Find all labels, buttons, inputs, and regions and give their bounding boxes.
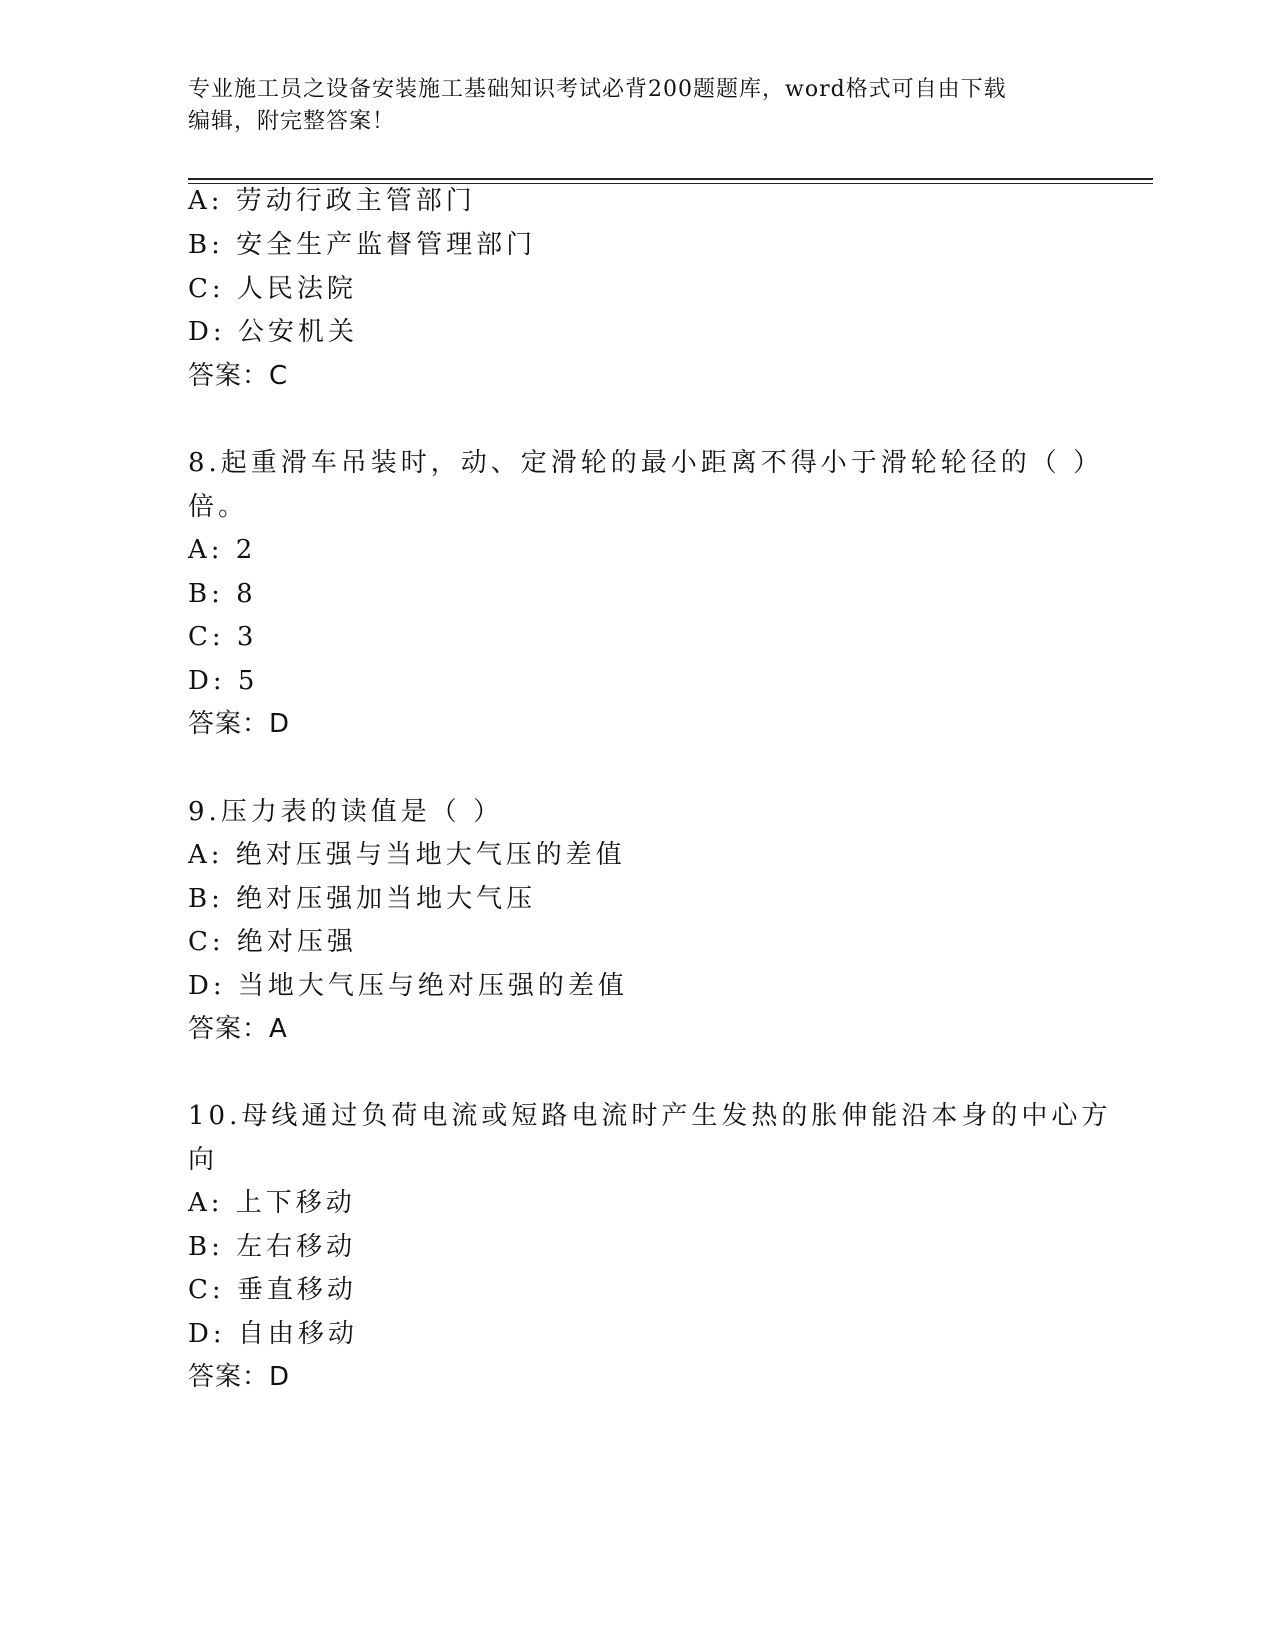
q10-stem-line-2: 向: [188, 1145, 219, 1175]
q10-option-d: D: 自由移动: [188, 1319, 358, 1349]
q9-stem: 9.压力表的读值是（ ）: [188, 797, 504, 827]
q10-stem-line-1: 10.母线通过负荷电流或短路电流时产生发热的胀伸能沿本身的中心方: [188, 1101, 1112, 1131]
q8-answer: 答案：D: [188, 709, 291, 739]
q7-answer: 答案：C: [188, 361, 289, 391]
q7-option-b: B: 安全生产监督管理部门: [188, 230, 537, 260]
q8-option-b: B: 8: [188, 579, 257, 609]
q8-option-a: A: 2: [188, 535, 257, 565]
q10-answer: 答案：D: [188, 1362, 291, 1392]
q8-option-c: C: 3: [188, 622, 258, 652]
q8-option-d: D: 5: [188, 666, 259, 696]
q10-option-c: C: 垂直移动: [188, 1275, 357, 1305]
q7-option-d: D: 公安机关: [188, 317, 358, 347]
q9-option-a: A: 绝对压强与当地大气压的差值: [188, 840, 626, 870]
header-title-line-1: 专业施工员之设备安装施工基础知识考试必背200题题库，word格式可自由下载: [188, 77, 1007, 102]
q9-answer: 答案：A: [188, 1014, 288, 1044]
q9-option-c: C: 绝对压强: [188, 927, 357, 957]
q7-option-c: C: 人民法院: [188, 274, 357, 304]
document-header: [188, 74, 1068, 138]
header-divider-thick: [188, 178, 1153, 180]
q10-option-b: B: 左右移动: [188, 1232, 357, 1262]
q10-option-a: A: 上下移动: [188, 1188, 356, 1218]
header-title-line-2: 编辑，附完整答案！: [188, 109, 396, 134]
q9-option-b: B: 绝对压强加当地大气压: [188, 884, 537, 914]
q8-stem-line-1: 8.起重滑车吊装时，动、定滑轮的最小距离不得小于滑轮轮径的（ ）: [188, 448, 1104, 478]
q7-option-a: A: 劳动行政主管部门: [188, 186, 476, 216]
q8-stem-line-2: 倍。: [188, 492, 249, 522]
q9-option-d: D: 当地大气压与绝对压强的差值: [188, 971, 628, 1001]
